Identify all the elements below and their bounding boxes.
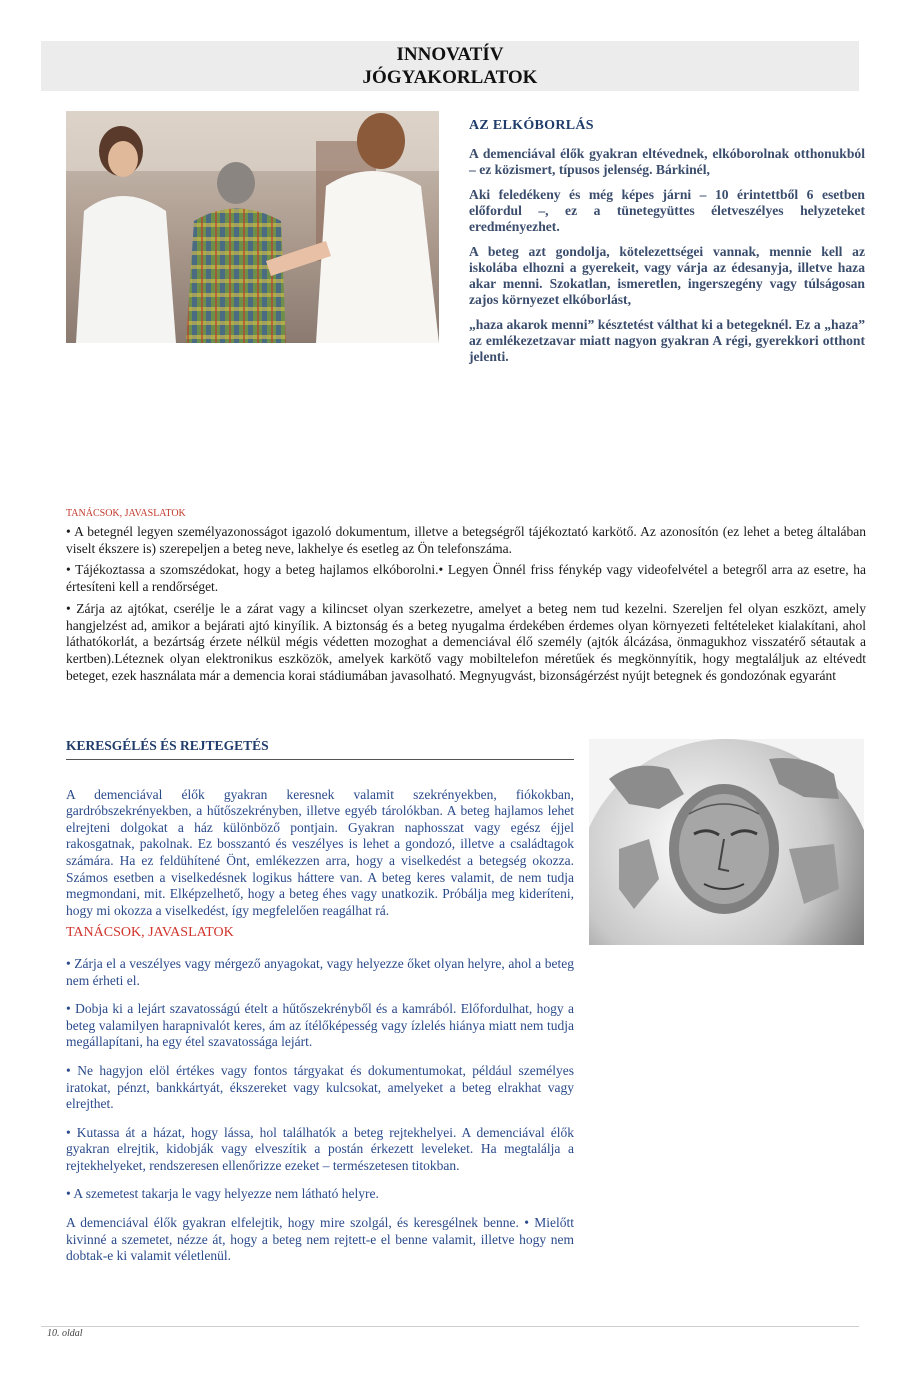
tip-item: • A betegnél legyen személyazonosságot igazoló dokumentum, illetve a betegségről tájékoztató karkötő. Az azonosítón (ez lehet a beteg általában viselt ékszere is) szerepeljen a beteg neve, lakhelye és esetleg az Ön telefonszáma. xyxy=(66,524,866,556)
paragraph: „haza akarok menni” késztetést válthat ki a betegeknél. Ez a „haza” az emlékezetzavar miatt nagyon gyakran A régi, gyerekkori otthont jelenti. xyxy=(469,317,865,364)
section-heading: AZ ELKÓBORLÁS xyxy=(469,118,594,133)
tip-item: • A szemetest takarja le vagy helyezze nem látható helyre. xyxy=(66,1186,379,1202)
tips-section-1 xyxy=(66,508,866,689)
globe-face-photo xyxy=(589,739,864,945)
title-line-2: JÓGYAKORLATOK xyxy=(362,67,538,88)
section-elkoborlas xyxy=(469,118,865,374)
tip-item: • Tájékoztassa a szomszédokat, hogy a beteg hajlamos elkóborolni.• Legyen Önnél friss fénykép vagy videofelvétel a betegről arra az esetre, ha értesíteni kell a rendőrséget. xyxy=(66,562,866,595)
tip-item: • Zárja az ajtókat, cserélje le a zárat vagy a kilincset olyan szerkezetre, amelyet a beteg nem tud kezelni. Szereljen fel olyan eszközt, amely hangjelzést ad, amikor a bejárati ajtó kinyílik. A biztonság és a beteg nyugalma érdekében érdemes olyan környezeti feltételeket kialakítani, ahol láthatókorlát, a bezártság érzete nélkül mégis védetten mozoghat a demenciával élő személy (ajtók álcázása, önmagukhoz visszatérő sétautak a kertben).Léteznek olyan elektronikus eszközök, amelyek karkötő vagy mobiltelefon méretűek és megkönnyítik, hogy megtaláljuk az eltévedt beteget, ezek használata már a demencia korai stádiumában javasolható. Megnyugvást, bizonságérzést nyújt betegnek és gondozónak egyaránt xyxy=(66,600,866,683)
section-heading: KERESGÉLÉS ÉS REJTEGETÉS xyxy=(66,738,574,760)
page-title xyxy=(41,43,859,89)
tip-item: • Zárja el a veszélyes vagy mérgező anyagokat, vagy helyezze őket olyan helyre, ahol a beteg nem érheti el. xyxy=(66,955,574,988)
caregivers-photo xyxy=(66,111,439,343)
tip-item: • Kutassa át a házat, hogy lássa, hol találhatók a beteg rejtekhelyei. A demenciával élők gyakran elrejtik, kidobják vagy elveszítik a postán érkezett leveleket. Ha megtalálja a rejtekhelyeket, rendszeresen ellenőrizze ezeket – természetesen titokban. xyxy=(66,1124,574,1173)
paragraph: Aki feledékeny és még képes járni – 10 érintettből 6 esetben előfordul –, ez a tünetegyüttes életveszélyes helyzeteket eredményezhet. xyxy=(469,187,865,234)
tip-item: • Dobja ki a lejárt szavatosságú ételt a hűtőszekrényből és a kamrából. Előfordulhat, hogy a beteg valamilyen harapnivalót keres, ám az ítélőképesség vagy ízlelés hiánya miatt nem tudja megállapítani, ha egy étel szavatossága lejárt. xyxy=(66,1001,574,1050)
lead-paragraph: A demenciával élők gyakran keresnek valamit szekrényekben, fiókokban, gardróbszekrényekben, a hűtőszekrényben, illetve egyéb tárolókban. A beteg hajlamos lehet elrejteni dolgokat a ház különböző pontjain. Gyakran naphosszat vagy egész éjjel rakosgatnak, pakolnak. Ez bosszantó és veszélyes is lehet a gondozó, illetve a családtagok számára. Ha ez feldühítené Önt, emlékezzen arra, hogy a viselkedést a betegség okozza. Számos esetben a viselkedésnek logikus háttere van. A beteg keres valamit, de nem tudja megmondani, mit. Elképzelhető, hogy a beteg éhes vagy unatkozik. Próbálja meg kideríteni, hogy mi okozza a viselkedést, így megfelelően reagálhat rá. xyxy=(66,786,574,918)
section-keresgeles xyxy=(66,738,574,1277)
tip-item: • Ne hagyjon elöl értékes vagy fontos tárgyakat és dokumentumokat, például személyes iratokat, pénzt, bankkártyát, ékszereket vagy kulcsokat, amelyeket a beteg elrakhat vagy elrejthet. xyxy=(66,1062,574,1112)
tips-heading: TANÁCSOK, JAVASLATOK xyxy=(66,508,186,519)
paragraph: A beteg azt gondolja, kötelezettségei vannak, mennie kell az iskolába elhozni a gyerekeit, vagy várja az édesanyja, illetve haza akar menni. Szokatlan, ismeretlen, ingerszegény vagy túlságosan zajos környezet elkóborlást, xyxy=(469,244,865,307)
title-line-1: INNOVATÍV xyxy=(396,44,504,65)
tips-heading: TANÁCSOK, JAVASLATOK xyxy=(66,925,234,941)
footer-divider xyxy=(41,1326,859,1327)
page-number: 10. oldal xyxy=(47,1328,83,1339)
tip-item: A demenciával élők gyakran elfelejtik, hogy mire szolgál, és keresgélnek benne. • Mielőtt kivinné a szemetet, nézze át, hogy a beteg nem rejtett-e el benne valamit, illetve hogy nem dobtak-e ki valamit véletlenül. xyxy=(66,1215,574,1264)
paragraph: A demenciával élők gyakran eltévednek, elkóborolnak otthonukból – ez közismert, típusos jelenség. Bárkinél, xyxy=(469,146,865,177)
